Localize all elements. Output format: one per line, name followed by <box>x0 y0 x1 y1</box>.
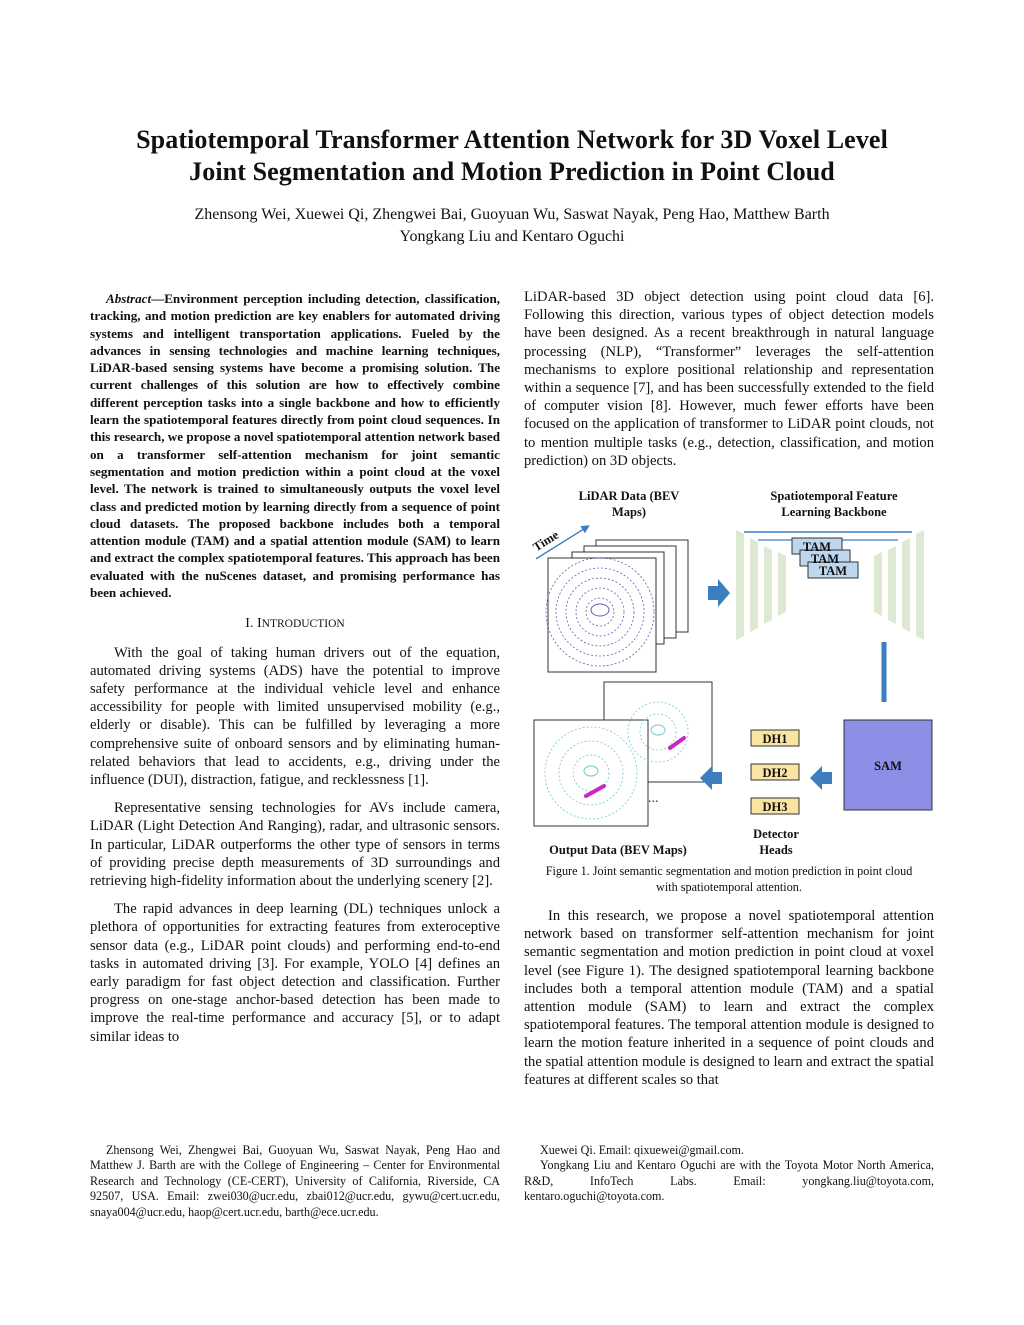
footnote-qi-email: Xuewei Qi. Email: qixuewei@gmail.com. <box>540 1143 744 1157</box>
left-column <box>90 290 500 1056</box>
intro-paragraph-5: In this research, we propose a novel spatiotemporal attention network based on transformer self-attention mechanism for joint semantic segmentation and motion prediction in point cloud at voxel level (see Figure 1). The designed spatiotemporal learning backbone includes both a temporal attention module (TAM) and a spatial attention module (SAM) to learn and extract the complex spatiotemporal features. The temporal attention module is designed to learn the motion feature inherited in a sequence of point clouds and the spatial attention module is designed to learn and extract the spatial features at different scales so that <box>524 908 934 1088</box>
caption-line-1: Figure 1. Joint semantic segmentation and motion prediction in point cloud <box>545 864 913 879</box>
intro-paragraph-2: Representative sensing technologies for AVs include camera, LiDAR (Light Detection And Ranging), radar, and ultrasonic sensors. In particular, LiDAR outperforms the other type of sensors in terms of providing precise depth measurements of 3D surroundings and retrieving high-fidelity information about the underlying scenery [2]. <box>90 800 500 889</box>
intro-paragraph-3: The rapid advances in deep learning (DL) techniques unlock a plethora of opportunities for extracting features from exteroceptive sensor data (e.g., LiDAR point clouds) and performing end-to-end tasks in automated driving [3]. For example, YOLO [4] defines an early paradigm for fast object detection and classification. Further progress on one-stage anchor-based detection has been made to improve the real-time performance and accuracy [5], or to adapt similar ideas to <box>90 901 500 1045</box>
sam-label: SAM <box>874 759 902 774</box>
right-column <box>524 288 934 1099</box>
sam-to-heads-arrow <box>810 766 832 790</box>
dh2-label: DH2 <box>762 766 788 781</box>
backbone-label-line-2: Learning Backbone <box>781 505 887 520</box>
figure-1-diagram <box>524 480 934 860</box>
tam-label-3: TAM <box>818 564 848 579</box>
footnote-left <box>90 1143 500 1220</box>
abstract <box>90 290 500 601</box>
authors-line-2: Yongkang Liu and Kentaro Oguchi <box>399 228 625 245</box>
section-heading-introduction <box>90 615 500 633</box>
section-heading-rest: NTRODUCTION <box>261 618 345 631</box>
section-heading-first: I <box>256 616 262 632</box>
input-to-backbone-arrow <box>708 579 730 607</box>
output-ego-vehicle-2 <box>651 725 665 735</box>
footnote-affiliations: Zhensong Wei, Zhengwei Bai, Guoyuan Wu, Saswat Nayak, Peng Hao and Matthew J. Barth are with the College of Engineering – Center for Environmental Research and Technology (CE-CERT), University of California, Riverside, CA 92507, USA. Email: zwei030@ucr.edu, zbai012@ucr.edu, gywu@cert.ucr.edu, snaya004@ucr.edu, haop@cert.ucr.edu, barth@ece.ucr.edu. <box>90 1143 500 1219</box>
ego-vehicle-marker <box>591 604 609 616</box>
caption-line-2: with spatiotemporal attention. <box>656 879 802 894</box>
detector-label-line-2: Heads <box>759 843 793 858</box>
detector-label-line-1: Detector <box>753 827 799 842</box>
intro-paragraph-1: With the goal of taking human drivers out of the equation, automated driving systems (ADS) have the potential to improve safety performance at the individual vehicle level and enhance accessibility for people with limited unsupervised mobility (e.g., elderly or disable). This can be fulfilled by leveraging a more comprehensive suite of onboard sensors and by eliminating human-related behaviors that lead to accidents, e.g., driving under the influence (DUI), distraction, fatigue, and recklessness [1]. <box>90 644 500 788</box>
time-label: Time <box>530 527 562 555</box>
output-frame-stack <box>534 682 712 826</box>
figure-1 <box>524 480 934 860</box>
output-ego-vehicle-1 <box>584 766 598 776</box>
figure-1-caption <box>524 864 934 895</box>
title-line-2: Joint Segmentation and Motion Prediction in Point Cloud <box>189 157 835 186</box>
title-line-1: Spatiotemporal Transformer Attention Network for 3D Voxel Level <box>136 125 888 154</box>
footnote-right <box>524 1143 934 1205</box>
footnote-toyota-affiliation: Yongkang Liu and Kentaro Oguchi are with the Toyota Motor North America, R&D, InfoTech Labs. Email: yongkang.liu@toyota.com, kentaro.oguchi@toyota.com. <box>524 1158 934 1204</box>
output-ellipsis: ... <box>648 791 659 807</box>
detector-heads <box>751 730 799 814</box>
tam-stack <box>792 538 858 578</box>
intro-paragraph-4: LiDAR-based 3D object detection using point cloud data [6]. Following this direction, various types of object detection models have been designed. As a recent breakthrough in natural language processing (NLP), “Transformer” leverages the self-attention mechanisms to explore positional relationship and representation within a sequence [7], and has been successfully extended to the field of computer vision [8]. However, much fewer efforts have been focused on the application of transformer to LiDAR point clouds, not to mention multiple tasks (e.g., detection, classification, and motion prediction) on 3D objects. <box>524 289 934 469</box>
lidar-frame-stack <box>546 540 688 672</box>
authors-line-1: Zhensong Wei, Xuewei Qi, Zhengwei Bai, Guoyuan Wu, Saswat Nayak, Peng Hao, Matthew Barth <box>194 206 830 223</box>
lidar-label-line-2: Maps) <box>611 505 647 520</box>
section-numeral: I. <box>245 616 254 632</box>
backbone-label-line-1: Spatiotemporal Feature <box>770 489 898 504</box>
lidar-label-line-1: LiDAR Data (BEV <box>578 489 680 504</box>
abstract-text: —Environment perception including detection, classification, tracking, and motion prediction are key enablers for automated driving systems and intelligent transportation applications. Fueled by the advances in sensing technologies and machine learning techniques, LiDAR-based sensing systems have become a promising solution. The current challenges of this solution are how to effectively combine different perception tasks into a single backbone and how to efficiently learn the spatiotemporal features directly from point cloud sequences. In this research, we propose a novel spatiotemporal attention network based on a transformer self-attention mechanism for joint semantic segmentation and motion prediction within a point cloud at the voxel level. The network is trained to simultaneously outputs the voxel level class and predicted motion by learning directly from a sequence of point cloud datasets. The proposed backbone includes both a temporal attention module (TAM) and a spatial attention module (SAM) to learn and extract the complex spatiotemporal features. This approach has been evaluated with the nuScenes dataset, and promising performance has been achieved. <box>90 291 500 601</box>
tam-label-2: TAM <box>810 552 840 567</box>
output-label: Output Data (BEV Maps) <box>549 843 687 858</box>
dh3-label: DH3 <box>762 800 788 815</box>
paper-title <box>80 124 944 188</box>
author-list <box>80 204 944 248</box>
abstract-label: Abstract <box>106 291 152 306</box>
dh1-label: DH1 <box>762 732 788 747</box>
tam-label-1: TAM <box>802 540 832 555</box>
